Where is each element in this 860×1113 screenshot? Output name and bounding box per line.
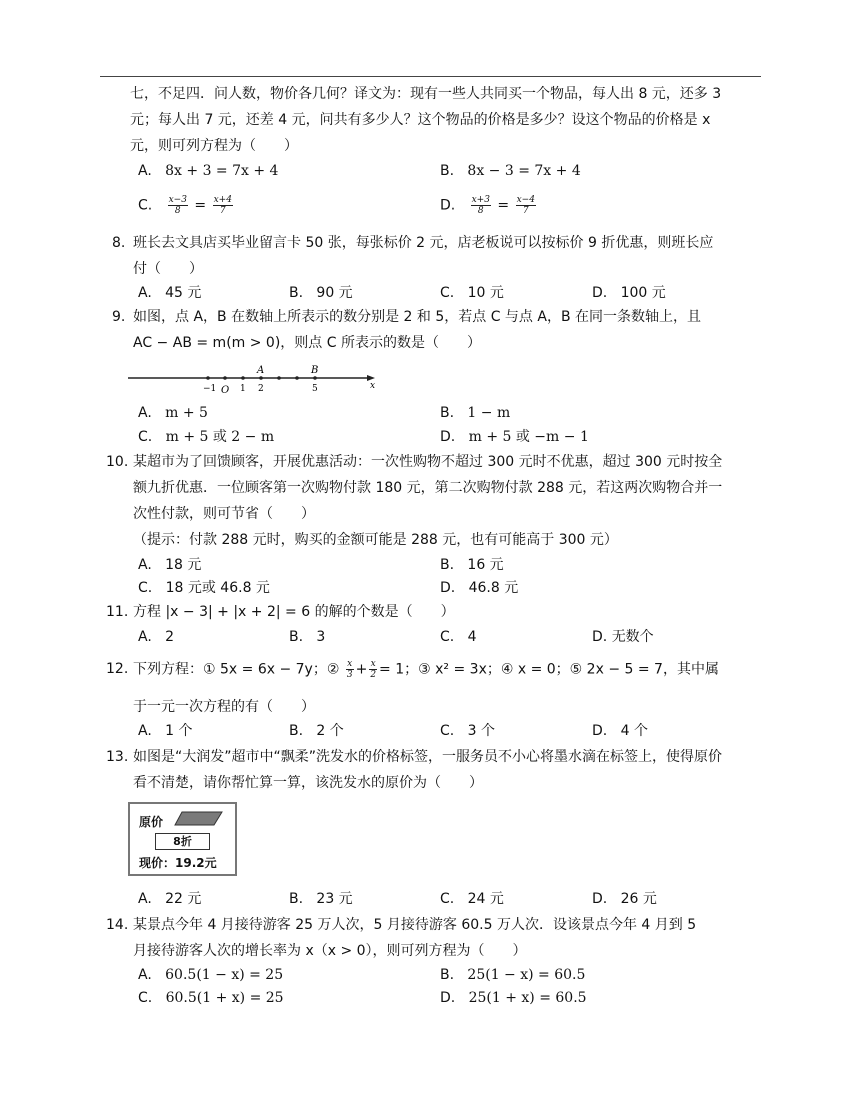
option-text: 1 个 <box>165 723 193 739</box>
option-text: 1 − m <box>467 405 511 421</box>
option-label: C. <box>138 580 153 596</box>
q9-text-line1: 如图，点 A，B 在数轴上所表示的数分别是 2 和 5，若点 C 与点 A，B 在同一条数轴上，且 <box>133 309 702 325</box>
option-label: B. <box>440 405 455 421</box>
q14-text-line2: 月接待游客人次的增长率为 x（x > 0），则可列方程为（ ） <box>133 943 527 959</box>
q7-text-line1: 七，不足四．问人数，物价各几何？译文为：现有一些人共同买一个物品，每人出 8 元，还多 3 <box>130 86 722 102</box>
q9-option-d[interactable] <box>440 427 589 447</box>
option-text: m + 5 <box>165 405 208 421</box>
option-text: 4 个 <box>620 723 648 739</box>
option-label: D. <box>592 891 608 907</box>
option-text: 100 元 <box>620 285 666 301</box>
header-rule <box>100 76 761 77</box>
q10-option-d[interactable] <box>440 578 518 598</box>
option-text: 3 <box>316 629 326 645</box>
tag-original-price-label: 原价 <box>139 815 164 829</box>
option-label: D. <box>592 285 608 301</box>
q8-option-a[interactable] <box>138 283 201 303</box>
q10-number: 10. <box>106 454 129 470</box>
q11-text-line1: 方程 |x − 3| + |x + 2| = 6 的解的个数是（ ） <box>133 604 455 620</box>
q11-option-b[interactable] <box>289 627 325 647</box>
tick-label: 2 <box>258 384 264 394</box>
q12-number: 12. <box>106 661 129 677</box>
option-label: C. <box>440 891 455 907</box>
q13-option-c[interactable] <box>440 889 504 909</box>
q14-number: 14. <box>106 917 129 933</box>
option-label: D. <box>592 723 608 739</box>
q12-option-b[interactable] <box>289 721 344 741</box>
option-text: 23 元 <box>316 891 353 907</box>
q11-option-d[interactable] <box>592 627 654 647</box>
option-label: D. <box>440 990 456 1006</box>
option-text: 10 元 <box>467 285 504 301</box>
q14-option-c[interactable] <box>138 988 284 1008</box>
option-label: B. <box>440 163 455 179</box>
q10-text-line1: 某超市为了回馈顾客，开展优惠活动：一次性购物不超过 300 元时不优惠，超过 300 元时按全 <box>133 454 723 470</box>
axis-var-label: x <box>370 381 376 391</box>
option-text: 2 <box>165 629 175 645</box>
option-label: C. <box>440 629 455 645</box>
q12-option-c[interactable] <box>440 721 495 741</box>
q10-option-b[interactable] <box>440 555 504 575</box>
axis-dot-b <box>313 376 317 380</box>
fraction: $\frac{x-4}{7}$ <box>516 195 535 216</box>
fraction: $\frac{x}{3}$ <box>346 659 353 680</box>
q11-option-c[interactable] <box>440 627 477 647</box>
option-label: A. <box>138 723 152 739</box>
option-text: m + 5 或 −m − 1 <box>468 429 589 445</box>
fraction: $\frac{x-3}{8}$ <box>168 195 187 216</box>
option-text: 4 <box>467 629 477 645</box>
q13-option-d[interactable] <box>592 889 657 909</box>
option-text: 60.5(1 + x) = 25 <box>165 990 284 1006</box>
option-label: C. <box>440 723 455 739</box>
option-label: C. <box>138 429 153 445</box>
option-label: B. <box>440 557 455 573</box>
q11-number: 11. <box>106 604 129 620</box>
q13-text-line1: 如图是“大润发”超市中“飘柔”洗发水的价格标签，一服务员不小心将墨水滴在标签上，使得原价 <box>133 749 723 765</box>
option-label: A. <box>138 891 152 907</box>
q14-option-d[interactable] <box>440 988 587 1008</box>
q8-option-c[interactable] <box>440 283 504 303</box>
tag-discount-box: 8折 <box>155 833 210 850</box>
tick-label: 1 <box>240 384 246 394</box>
option-text: 2 个 <box>316 723 344 739</box>
option-text: 90 元 <box>316 285 353 301</box>
q10-text-line2: 额九折优惠．一位顾客第一次购物付款 180 元，第二次购物付款 288 元，若这两次购物合并一 <box>133 480 723 496</box>
q9-text-line2: AC − AB = m(m > 0)，则点 C 所表示的数是（ ） <box>133 335 481 351</box>
q13-option-a[interactable] <box>138 889 201 909</box>
fraction: $\frac{x+3}{8}$ <box>471 195 490 216</box>
tick-label: O <box>221 385 230 396</box>
q12-text-line2: 于一元一次方程的有（ ） <box>133 699 315 715</box>
q7-option-b[interactable] <box>440 161 581 181</box>
q8-text-line2: 付（ ） <box>133 261 203 277</box>
q14-option-a[interactable] <box>138 965 283 985</box>
axis-dot <box>277 376 281 380</box>
option-text: 3 个 <box>467 723 495 739</box>
q7-option-c[interactable]: C. $\frac{x-3}{8}$ = $\frac{x+4}{7}$ <box>138 195 232 216</box>
option-label: D. <box>440 197 456 214</box>
q9-option-c[interactable] <box>138 427 274 447</box>
q11-option-a[interactable] <box>138 627 174 647</box>
q10-option-c[interactable] <box>138 578 270 598</box>
q7-text-line2: 元；每人出 7 元，还差 4 元，问共有多少人？这个物品的价格是多少？设这个物品的价格是 x <box>130 112 711 128</box>
option-label: A. <box>138 557 152 573</box>
q13-option-b[interactable] <box>289 889 353 909</box>
q12-option-a[interactable] <box>138 721 193 741</box>
option-label: A. <box>138 285 152 301</box>
q12-option-d[interactable] <box>592 721 648 741</box>
q9-option-a[interactable] <box>138 403 208 423</box>
option-label: C. <box>138 197 153 214</box>
tick-label: −1 <box>203 384 217 394</box>
q10-option-a[interactable] <box>138 555 201 575</box>
option-label: D. <box>592 629 608 645</box>
option-label: A. <box>138 629 152 645</box>
option-text: 8x + 3 = 7x + 4 <box>165 163 279 179</box>
fraction: $\frac{x}{2}$ <box>370 659 377 680</box>
q7-option-d[interactable]: D. $\frac{x+3}{8}$ = $\frac{x-4}{7}$ <box>440 195 535 216</box>
option-label: A. <box>138 405 152 421</box>
option-text: 25(1 + x) = 60.5 <box>468 990 587 1006</box>
option-text: 46.8 元 <box>468 580 519 596</box>
q12-text-line1: 下列方程：① 5x = 6x − 7y；② $\frac{x}{3}$ + $\frac{x}{2}$ = 1；③ x² = 3x；④ x = 0；⑤ 2x − 5 = 7，其中属 <box>133 659 719 680</box>
q7-option-a[interactable] <box>138 161 278 181</box>
option-label: B. <box>289 891 304 907</box>
option-text: m + 5 或 2 − m <box>165 429 275 445</box>
option-text: 18 元 <box>165 557 202 573</box>
option-label: D. <box>440 429 456 445</box>
option-text: 22 元 <box>165 891 202 907</box>
option-text: 16 元 <box>467 557 504 573</box>
option-text: 18 元或 46.8 元 <box>165 580 270 596</box>
option-label: B. <box>289 723 304 739</box>
q10-hint: （提示：付款 288 元时，购买的金额可能是 288 元，也有可能高于 300 元） <box>133 532 618 548</box>
option-label: D. <box>440 580 456 596</box>
ink-blot-icon <box>174 811 224 827</box>
option-label: C. <box>138 990 153 1006</box>
option-label: B. <box>289 629 304 645</box>
q10-text-line3: 次性付款，则可节省（ ） <box>133 506 315 522</box>
q8-option-b[interactable] <box>289 283 353 303</box>
tick-label: 5 <box>312 384 318 394</box>
q9-option-b[interactable] <box>440 403 510 423</box>
price-tag-figure <box>128 802 237 876</box>
point-b-label: B <box>311 365 319 376</box>
q8-option-d[interactable] <box>592 283 666 303</box>
option-label: A. <box>138 967 152 983</box>
option-text: 24 元 <box>467 891 504 907</box>
q13-text-line2: 看不清楚，请你帮忙算一算，该洗发水的原价为（ ） <box>133 775 483 791</box>
q8-number: 8. <box>112 235 126 251</box>
number-line-figure <box>125 364 385 396</box>
point-a-label: A <box>257 365 265 376</box>
q13-number: 13. <box>106 749 129 765</box>
axis-dot <box>206 376 210 380</box>
q14-text-line1: 某景点今年 4 月接待游客 25 万人次，5 月接待游客 60.5 万人次．设该景点今年 4 月到 5 <box>133 917 697 933</box>
axis-dot-a <box>259 376 263 380</box>
option-text: 无数个 <box>611 629 654 645</box>
q8-text-line1: 班长去文具店买毕业留言卡 50 张，每张标价 2 元，店老板说可以按标价 9 折优惠，则班长应 <box>133 235 714 251</box>
option-text: 8x − 3 = 7x + 4 <box>467 163 581 179</box>
q9-number: 9. <box>112 309 126 325</box>
fraction: $\frac{x+4}{7}$ <box>213 195 232 216</box>
axis-dot <box>223 376 227 380</box>
option-text: 25(1 − x) = 60.5 <box>467 967 586 983</box>
axis-dot <box>295 376 299 380</box>
option-text: 60.5(1 − x) = 25 <box>165 967 284 983</box>
option-text: 26 元 <box>620 891 657 907</box>
tag-current-price: 现价：19.2元 <box>139 856 217 870</box>
q7-text-line3: 元，则可列方程为（ ） <box>130 138 298 154</box>
option-label: A. <box>138 163 152 179</box>
option-label: B. <box>289 285 304 301</box>
q14-option-b[interactable] <box>440 965 585 985</box>
option-label: B. <box>440 967 455 983</box>
axis-dot <box>241 376 245 380</box>
option-text: 45 元 <box>165 285 202 301</box>
option-label: C. <box>440 285 455 301</box>
